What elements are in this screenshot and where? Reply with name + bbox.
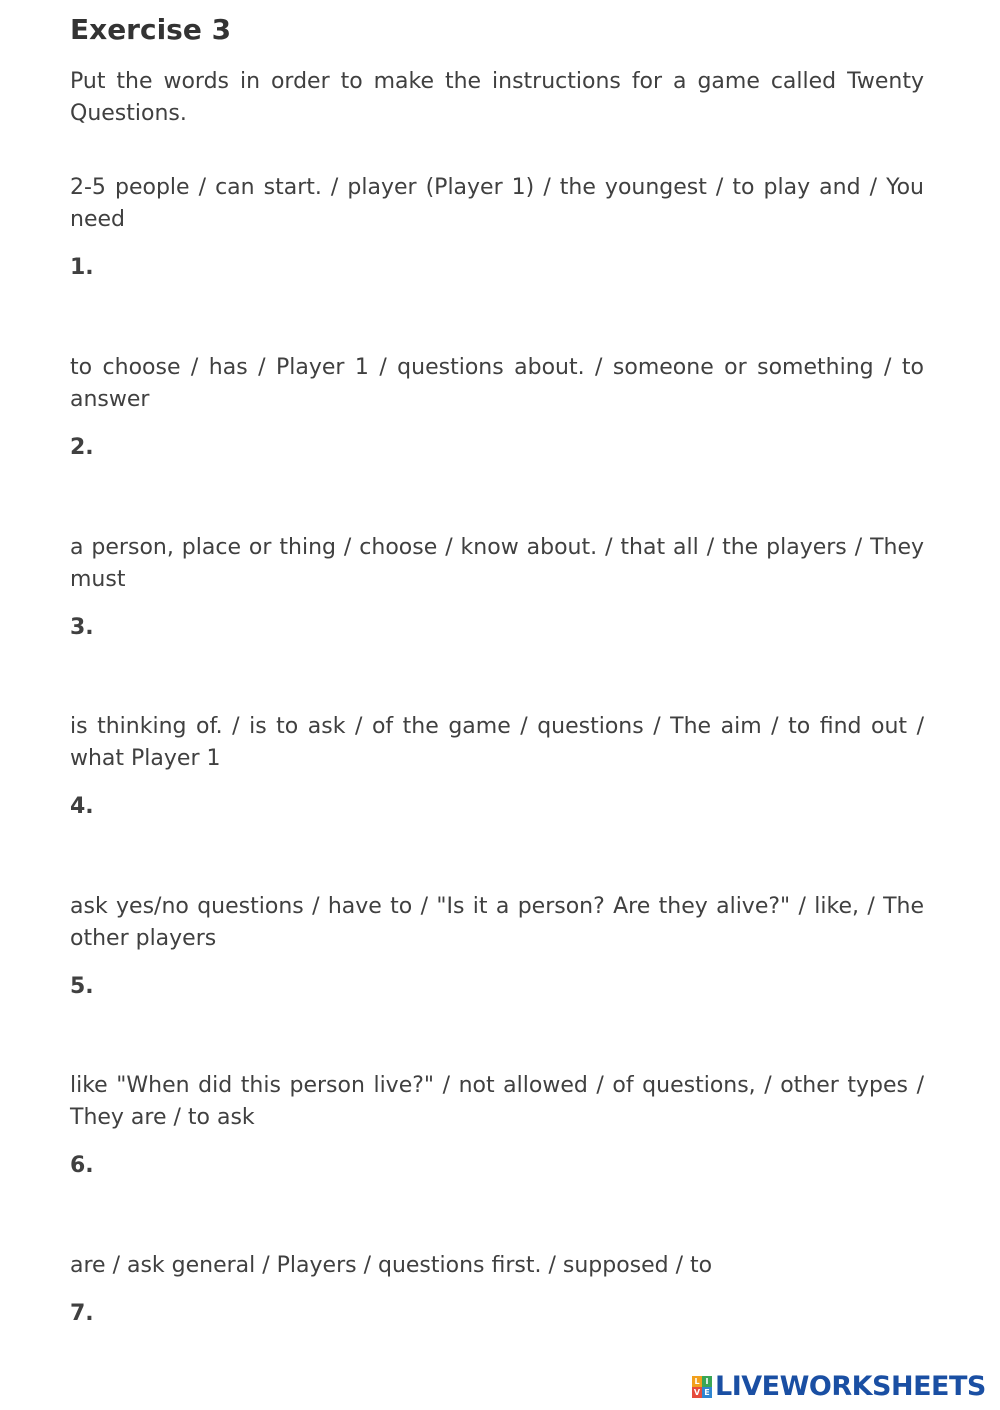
exercise-item-5 [70, 891, 924, 1003]
answer-number: 2. [70, 435, 94, 460]
exercise-instructions: Put the words in order to make the instructions for a game called Twenty Questions. [70, 69, 924, 126]
liveworksheets-logo [692, 1372, 986, 1402]
scrambled-words: to choose / has / Player 1 / questions about. / someone or something / to answer [70, 355, 924, 412]
scrambled-words: ask yes/no questions / have to / "Is it a person? Are they alive?" / like, / The other players [70, 894, 924, 951]
logo-mark-icon [692, 1376, 712, 1398]
logo-mark-letter: I [702, 1376, 712, 1387]
exercise-item-7 [70, 1250, 924, 1330]
logo-mark-letter: L [692, 1376, 702, 1387]
scrambled-words: are / ask general / Players / questions first. / supposed / to [70, 1253, 713, 1278]
exercise-title: Exercise 3 [70, 13, 232, 46]
answer-number: 7. [70, 1301, 94, 1326]
logo-text: LIVEWORKSHEETS [715, 1371, 986, 1402]
exercise-item-1 [70, 172, 924, 284]
answer-number: 3. [70, 615, 94, 640]
exercise-item-6 [70, 1070, 924, 1182]
answer-number: 4. [70, 794, 94, 819]
exercise-item-3 [70, 532, 924, 644]
logo-mark-letter: E [702, 1387, 712, 1398]
answer-number: 5. [70, 974, 94, 999]
logo-mark-letter: V [693, 1388, 701, 1397]
scrambled-words: a person, place or thing / choose / know about. / that all / the players / They must [70, 535, 924, 592]
exercise-item-4 [70, 711, 924, 823]
exercise-item-2 [70, 352, 924, 464]
scrambled-words: 2-5 people / can start. / player (Player 1) / the youngest / to play and / You need [70, 175, 924, 232]
answer-number: 1. [70, 255, 94, 280]
scrambled-words: like "When did this person live?" / not allowed / of questions, / other types / They are / to ask [70, 1073, 924, 1130]
scrambled-words: is thinking of. / is to ask / of the game / questions / The aim / to find out / what Player 1 [70, 714, 924, 771]
answer-number: 6. [70, 1153, 94, 1178]
